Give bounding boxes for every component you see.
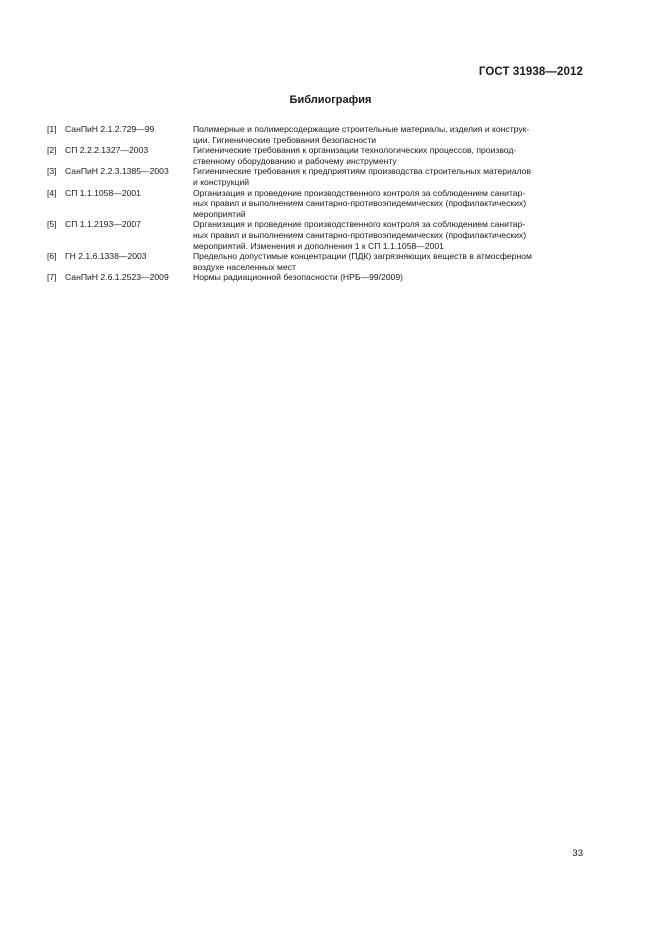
item-code: СанПиН 2.1.2.729—99 [65, 124, 155, 134]
bibliography-item [47, 145, 584, 166]
item-description: Полимерные и полимерсодержащие строительные материалы, изделия и конструк- ции. Гигиенические требования безопасности [193, 124, 530, 145]
item-description: Предельно допустимые концентрации (ПДК) загрязняющих веществ в атмосферном воздухе населенных мест [193, 251, 532, 272]
item-number: [2] [47, 145, 57, 156]
bibliography-item [47, 251, 584, 272]
bibliography-title: Библиография [289, 94, 372, 106]
item-number: [6] [47, 251, 57, 262]
item-number: [7] [47, 272, 57, 283]
page-number: 33 [572, 848, 583, 859]
item-code: СП 1.1.2193—2007 [65, 219, 141, 230]
item-code: СП 1.1.1058—2001 [65, 187, 141, 198]
bibliography-item [47, 166, 584, 187]
bibliography-item [47, 272, 584, 283]
bibliography-item [47, 124, 584, 145]
item-number: [3] [47, 166, 57, 177]
item-number: [1] [47, 124, 57, 134]
item-code: СанПиН 2.2.3.1385—2003 [65, 166, 169, 177]
item-number: [5] [47, 219, 57, 230]
document-code: ГОСТ 31938—2012 [478, 66, 583, 78]
item-code: СП 2.2.2.1327—2003 [65, 145, 149, 156]
item-code: ГН 2.1.6.1338—2003 [65, 251, 147, 262]
item-number: [4] [47, 187, 57, 198]
item-description: Организация и проведение производственного контроля за соблюдением санитар- ных правил и выполнением санитарно-противоэпидемических (профилактических) мероприятий. Изменения и дополнения 1 к СП 1.1.1058—2001 [193, 219, 527, 251]
item-code: СанПиН 2.6.1.2523—2009 [65, 272, 169, 283]
bibliography-list [47, 124, 584, 283]
bibliography-item [47, 219, 584, 251]
item-description: Гигиенические требования к организации технологических процессов, производ- ственному оборудованию и рабочему инструменту [193, 145, 517, 166]
item-description: Нормы радиационной безопасности (НРБ—99/2009) [193, 272, 404, 283]
item-description: Организация и проведение производственного контроля за соблюдением санитар- ных правил и выполнением санитарно-противоэпидемических (профилактических) мероприятий [193, 187, 527, 219]
bibliography-item [47, 188, 584, 220]
item-description: Гигиенические требования к предприятиям производства строительных материалов и конструкций [193, 166, 532, 187]
